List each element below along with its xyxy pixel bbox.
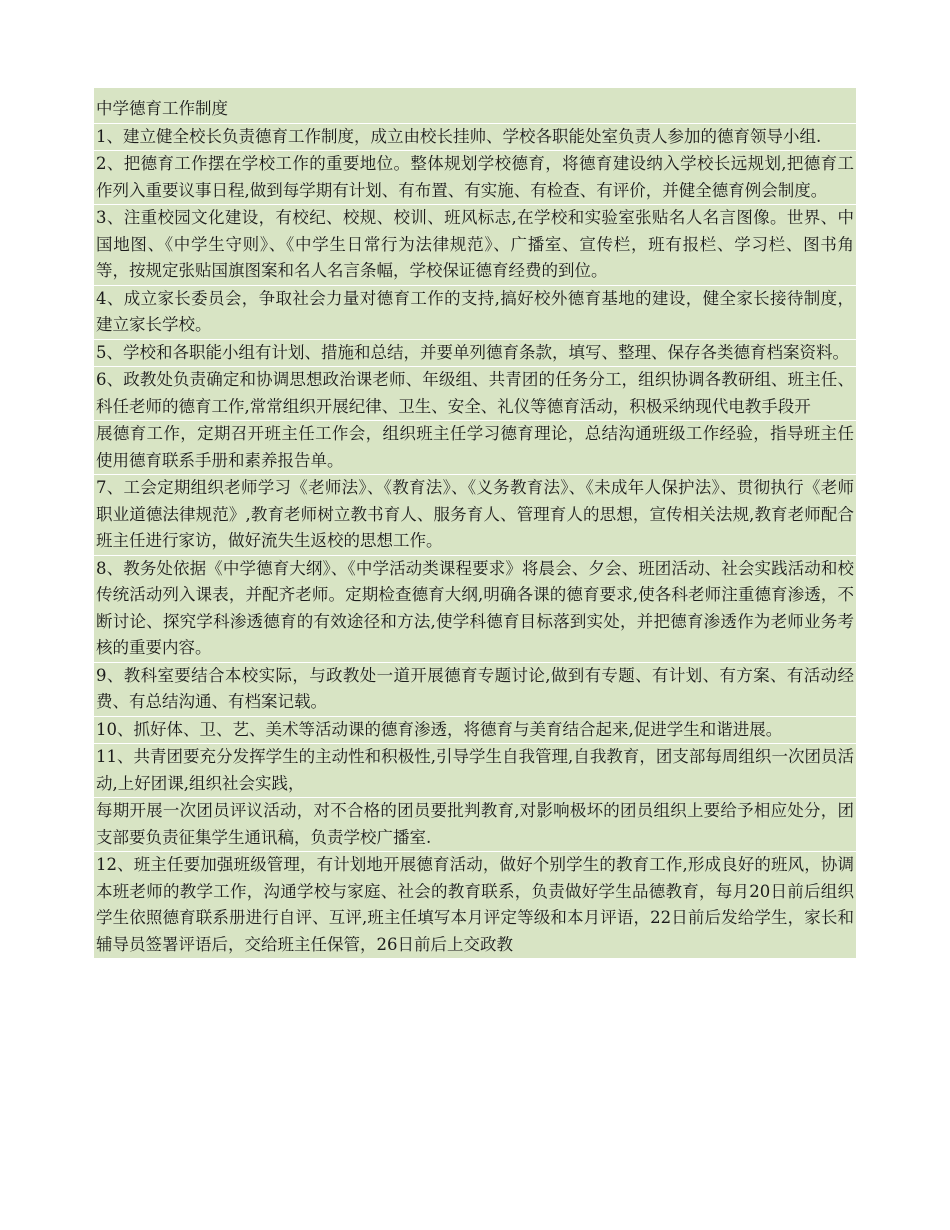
paragraph-7: 7、工会定期组织老师学习《老师法》、《教育法》、《义务教育法》、《未成年人保护法》、贯彻执行《老师职业道德法律规范》,教育老师树立教书育人、服务育人、管理育人的思想，宣传相关法规,教育老师配合班主任进行家访，做好流失生返校的思想工作。 (94, 475, 856, 555)
paragraph-8: 8、教务处依据《中学德育大纲》、《中学活动类课程要求》将晨会、夕会、班团活动、社会实践活动和校传统活动列入课表，并配齐老师。定期检查德育大纲,明确各课的德育要求,使各科老师注重德育渗透，不断讨论、探究学科渗透德育的有效途径和方法,使学科德育目标落到实处，并把德育渗透作为老师业务考核的重要内容。 (94, 556, 856, 662)
paragraph-11-continued: 每期开展一次团员评议活动，对不合格的团员要批判教育,对影响极坏的团员组织上要给予相应处分，团支部要负责征集学生通讯稿，负责学校广播室. (94, 798, 856, 851)
paragraph-10: 10、抓好体、卫、艺、美术等活动课的德育渗透，将德育与美育结合起来,促进学生和谐进展。 (94, 717, 856, 744)
paragraph-1: 1、建立健全校长负责德育工作制度，成立由校长挂帅、学校各职能处室负责人参加的德育领导小组. (94, 124, 856, 151)
paragraph-4: 4、成立家长委员会，争取社会力量对德育工作的支持,搞好校外德育基地的建设，健全家长接待制度，建立家长学校。 (94, 286, 856, 339)
paragraph-9: 9、教科室要结合本校实际，与政教处一道开展德育专题讨论,做到有专题、有计划、有方案、有活动经费、有总结沟通、有档案记载。 (94, 663, 856, 716)
document-title: 中学德育工作制度 (94, 88, 856, 123)
document-body (94, 88, 856, 958)
paragraph-2: 2、把德育工作摆在学校工作的重要地位。整体规划学校德育，将德育建设纳入学校长远规划,把德育工作列入重要议事日程,做到每学期有计划、有布置、有实施、有检查、有评价，并健全德育例会制度。 (94, 151, 856, 204)
paragraph-6-continued: 展德育工作，定期召开班主任工作会，组织班主任学习德育理论，总结沟通班级工作经验，指导班主任使用德育联系手册和素养报告单。 (94, 421, 856, 474)
paragraph-12: 12、班主任要加强班级管理，有计划地开展德育活动，做好个别学生的教育工作,形成良好的班风，协调本班老师的教学工作，沟通学校与家庭、社会的教育联系，负责做好学生品德教育，每月20日前后组织学生依照德育联系册进行自评、互评,班主任填写本月评定等级和本月评语，22日前后发给学生，家长和辅导员签署评语后，交给班主任保管，26日前后上交政教 (94, 852, 856, 958)
paragraph-3: 3、注重校园文化建设，有校纪、校规、校训、班风标志,在学校和实验室张贴名人名言图像。世界、中国地图、《中学生守则》、《中学生日常行为法律规范》、广播室、宣传栏，班有报栏、学习栏、图书角等，按规定张贴国旗图案和名人名言条幅，学校保证德育经费的到位。 (94, 205, 856, 285)
paragraph-11: 11、共青团要充分发挥学生的主动性和积极性,引导学生自我管理,自我教育，团支部每周组织一次团员活动,上好团课,组织社会实践， (94, 744, 856, 797)
paragraph-6: 6、政教处负责确定和协调思想政治课老师、年级组、共青团的任务分工，组织协调各教研组、班主任、科任老师的德育工作,常常组织开展纪律、卫生、安全、礼仪等德育活动，积极采纳现代电教手段开 (94, 367, 856, 420)
paragraph-5: 5、学校和各职能小组有计划、措施和总结，并要单列德育条款，填写、整理、保存各类德育档案资料。 (94, 340, 856, 367)
